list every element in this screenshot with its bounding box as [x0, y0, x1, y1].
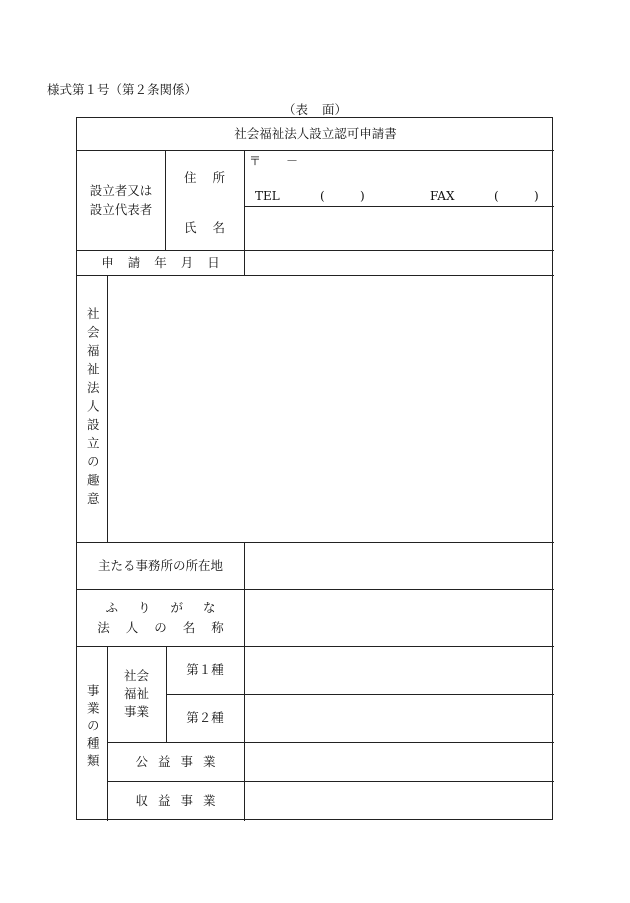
date-char-2: 請 — [127, 254, 141, 270]
main-office-label: 主たる事務所の所在地 — [97, 557, 223, 573]
date-char-1: 申 — [101, 254, 114, 270]
type2-field[interactable] — [244, 694, 554, 742]
name-label-char-2: 名 — [212, 220, 226, 236]
fax-paren-close: ) — [534, 189, 539, 203]
corp-name-char-1: 法 — [97, 619, 110, 635]
corp-name-char-4: 名 — [182, 619, 196, 635]
application-date-field[interactable] — [244, 250, 554, 275]
form-title: 社会福祉法人設立認可申請書 — [234, 126, 397, 142]
side-label-left: （表 — [283, 102, 309, 117]
social-welfare-label — [107, 646, 166, 742]
social-welfare-line2: 福祉 — [123, 685, 149, 701]
fax-paren-open: ( — [494, 189, 499, 203]
date-char-3: 年 — [154, 254, 167, 270]
date-char-5: 日 — [207, 254, 220, 270]
type1-label: 第１種 — [186, 662, 224, 678]
furigana-char-3: が — [170, 599, 183, 615]
tel-paren-close: ) — [360, 189, 365, 203]
corp-name-label — [77, 589, 244, 646]
public-interest-field[interactable] — [244, 742, 554, 781]
tel-paren-open: ( — [320, 189, 325, 203]
application-date-label — [77, 250, 244, 275]
address-label-char-2: 所 — [212, 170, 226, 186]
side-label — [283, 100, 347, 118]
address-field[interactable] — [244, 150, 554, 206]
name-field[interactable] — [244, 206, 554, 250]
purpose-label-cell — [77, 275, 107, 542]
pi-char-1: 公 — [135, 753, 148, 769]
business-label: 事業の種類 — [85, 684, 101, 772]
name-label-char-1: 氏 — [183, 220, 197, 236]
furigana-char-4: な — [202, 599, 216, 615]
social-welfare-line3: 事業 — [123, 704, 149, 720]
name-label — [165, 206, 244, 250]
address-label — [165, 150, 244, 206]
type1-field[interactable] — [244, 646, 554, 694]
fax-label: FAX — [430, 189, 455, 203]
corp-name-char-3: の — [154, 619, 167, 635]
corp-name-text — [97, 618, 224, 638]
application-form — [76, 117, 553, 820]
furigana-label — [105, 598, 215, 618]
furigana-char-2: り — [137, 599, 151, 615]
pi-char-4: 業 — [203, 753, 216, 769]
pb-char-4: 業 — [203, 792, 216, 808]
furigana-char-1: ふ — [105, 599, 118, 615]
form-number: 様式第１号（第２条関係） — [47, 82, 198, 97]
founder-label — [77, 150, 165, 250]
social-welfare-line1: 社会 — [123, 667, 149, 683]
date-char-4: 月 — [180, 254, 194, 270]
pb-char-1: 収 — [135, 792, 148, 808]
tel-label: TEL — [255, 189, 280, 203]
purpose-field[interactable] — [107, 275, 554, 542]
purpose-label: 社会福祉法人設立の趣意 — [85, 307, 101, 511]
type2-label: 第２種 — [186, 710, 224, 726]
business-label-cell — [77, 646, 107, 821]
pi-char-3: 事 — [180, 753, 194, 769]
address-label-char-1: 住 — [183, 170, 197, 186]
profit-business-field[interactable] — [244, 781, 554, 820]
public-interest-label — [107, 742, 244, 781]
pi-char-2: 益 — [157, 753, 171, 769]
profit-business-label — [107, 781, 244, 820]
founder-label-line1: 設立者又は — [89, 182, 153, 198]
main-office-field[interactable] — [244, 542, 554, 589]
postal-mark: 〒 — [249, 154, 262, 168]
pb-char-2: 益 — [157, 792, 171, 808]
corp-name-field[interactable] — [244, 589, 554, 646]
corp-name-char-5: 称 — [211, 619, 224, 635]
founder-label-line2: 設立代表者 — [89, 202, 153, 217]
corp-name-char-2: 人 — [125, 619, 139, 635]
pb-char-3: 事 — [180, 792, 194, 808]
side-label-right: 面） — [322, 102, 348, 117]
postal-dash: － — [286, 154, 299, 168]
